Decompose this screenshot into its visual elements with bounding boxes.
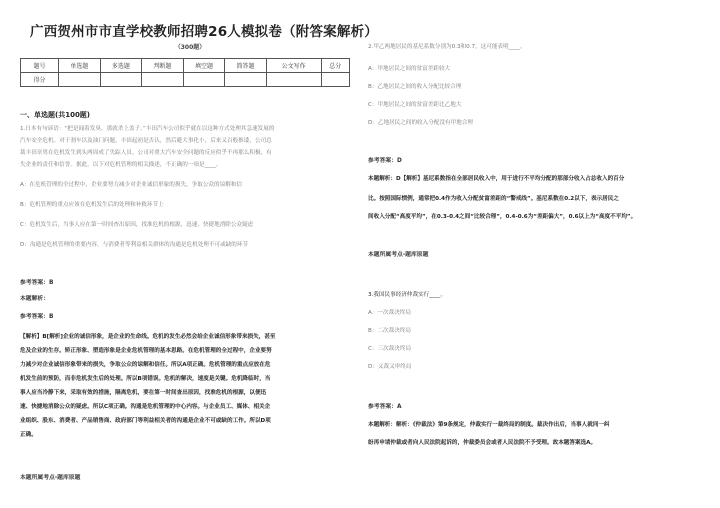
answer-label: 参考答案：B <box>20 314 54 320</box>
explanation-label: 本题解析： <box>20 296 49 302</box>
option-a: A：在危机管理的全过程中，企业要努力减少对企业诚信形象的损失，争取公众的谅解和信 <box>20 182 242 188</box>
score-table <box>20 58 350 87</box>
option-d: D：又裁又审终局 <box>368 364 412 370</box>
table-header-cell: 公文写作 <box>266 59 321 73</box>
explanation-line: 机发生前的预防，而非危机发生后的处理。所以B项错误。危机的解决，速度是关键。危机降临时，当 <box>20 376 271 382</box>
explanation-line: 比。按照国际惯例，通常把0.4作为收入分配贫富差距的“警戒线”。基尼系数在0.2以下，表示居民之 <box>368 196 619 202</box>
table-cell <box>225 73 267 87</box>
explanation-line: 本题解析：D【解析】基尼系数指在全部居民收入中，用于进行不平均分配的那部分收入占总收入的百分 <box>368 176 625 182</box>
question-stem-line: 汽车安全危机。对于刹车以及油门问题，丰田起初是否认，然后避大事化小，后来又百般推诿，公司总 <box>20 138 272 144</box>
explanation-line: 纷再申请仲裁或者向人民法院起诉的，仲裁委员会或者人民法院不予受理。故本题答案选A。 <box>368 440 597 446</box>
explanation-line: 本题解析：解析：《仲裁法》第9条规定，仲裁实行一裁终局的制度。裁决作出后，当事人就同一纠 <box>368 422 610 428</box>
topic-label: 本题所属考点-题库原题 <box>368 252 429 258</box>
table-cell <box>100 73 142 87</box>
page-subtitle: （300题） <box>174 44 206 51</box>
question-stem-line: 1.日本有句谚语：“把是闻着发臭，那就杀上盖子。”丰田汽车公司似乎就在以这种方式处理其急速发展的 <box>20 126 275 132</box>
option-c: C：危机发生后，当事人应在第一时间查出原因，找准危机的根源，迅速、快捷地消除公众疑虑 <box>20 222 254 228</box>
explanation-line: 速、快捷地消除公众的疑虑。所以C项正确。沟通是危机管理的中心内容。与企业员工、媒体、相关企 <box>20 404 271 410</box>
option-a: A：甲地居民之间的贫富差距较大 <box>368 66 451 72</box>
table-header-cell: 总分 <box>321 59 350 73</box>
question-stem: 3.我国民事经济仲裁实行____。 <box>368 292 447 298</box>
table-header-cell: 单选题 <box>59 59 101 73</box>
option-d: D：沟通是危机管理的重要内容，与消费者等利益相关群体的沟通是危机处理不可或缺的环节 <box>20 242 249 248</box>
explanation-line: 危及企业的生存。矫正形象、塑造形象是企业危机管理的基本思路。在危机管理的全过程中，企业要努 <box>20 348 272 354</box>
table-header-cell: 填空题 <box>183 59 225 73</box>
explanation-line: 业组织、股东、消费者、产品销售商、政府部门等利益相关者的沟通是企业不可或缺的工作。所以D项 <box>20 418 271 424</box>
answer-label: 参考答案：A <box>368 404 402 410</box>
option-a: A：一次裁决终局 <box>368 310 411 316</box>
table-header-cell: 题号 <box>21 59 59 73</box>
answer-label: 参考答案：B <box>20 280 54 286</box>
page-title: 广西贺州市市直学校教师招聘26人模拟卷（附答案解析） <box>30 24 378 40</box>
option-c: C：三次裁决终局 <box>368 346 412 352</box>
table-header-cell: 简答题 <box>225 59 267 73</box>
topic-label: 本题所属考点-题库原题 <box>20 475 81 481</box>
explanation-line: 力减少对企业诚信形象带来的损失，争取公众的谅解和信任。所以A项正确。危机管理的重点应放在危 <box>20 362 271 368</box>
table-cell <box>183 73 225 87</box>
answer-label: 参考答案：D <box>368 158 402 164</box>
table-row-label: 得分 <box>21 73 59 87</box>
question-stem-line: 裁丰田章男在危机发生到头两周成了失踪人员。公司对重大汽车安全问题的反应似乎不再那么积极，有 <box>20 150 272 156</box>
question-stem-line: 失企业的责任和信誉。据此，以下对危机管理的相关描述，不正确的一项是____。 <box>20 162 222 168</box>
option-d: D：乙地居民之间的收入分配没有甲地合理 <box>368 120 473 126</box>
option-c: C：甲地居民之间的贫富差距比乙地大 <box>368 102 462 108</box>
table-cell <box>266 73 321 87</box>
table-row <box>21 73 350 87</box>
explanation-line: 事人应当冷静下来，采取有效的措施，隔离危机，要在第一时间查出原因，找准危机的根源，以便迅 <box>20 390 267 396</box>
table-header-cell: 判断题 <box>142 59 184 73</box>
table-cell <box>142 73 184 87</box>
section-title: 一、单选题(共100题) <box>20 111 91 119</box>
option-b: B：乙地居民之间的收入分配比较合理 <box>368 84 462 90</box>
option-b: B：危机管理的重点应该在危机发生后的处理和补救环节上 <box>20 202 164 208</box>
explanation-line: 间收入分配“高度平均”，在0.3-0.4之间“比较合理”，0.4-0.6为“差距偏大”，0.6以上为“高度不平均”。 <box>368 214 637 220</box>
table-cell <box>321 73 350 87</box>
question-stem: 2.甲乙两地居民的基尼系数分别为0.3和0.7，这可能表明____。 <box>368 44 526 50</box>
table-header-cell: 多选题 <box>100 59 142 73</box>
option-b: B：二次裁决终局 <box>368 328 411 334</box>
table-row <box>21 59 350 73</box>
explanation-line: 【解析】B[解析]企业的诚信形象，是企业的生命线。危机的发生必然会给企业诚信形象带来损失，甚至 <box>20 334 276 340</box>
table-cell <box>59 73 101 87</box>
explanation-line: 正确。 <box>20 432 37 438</box>
